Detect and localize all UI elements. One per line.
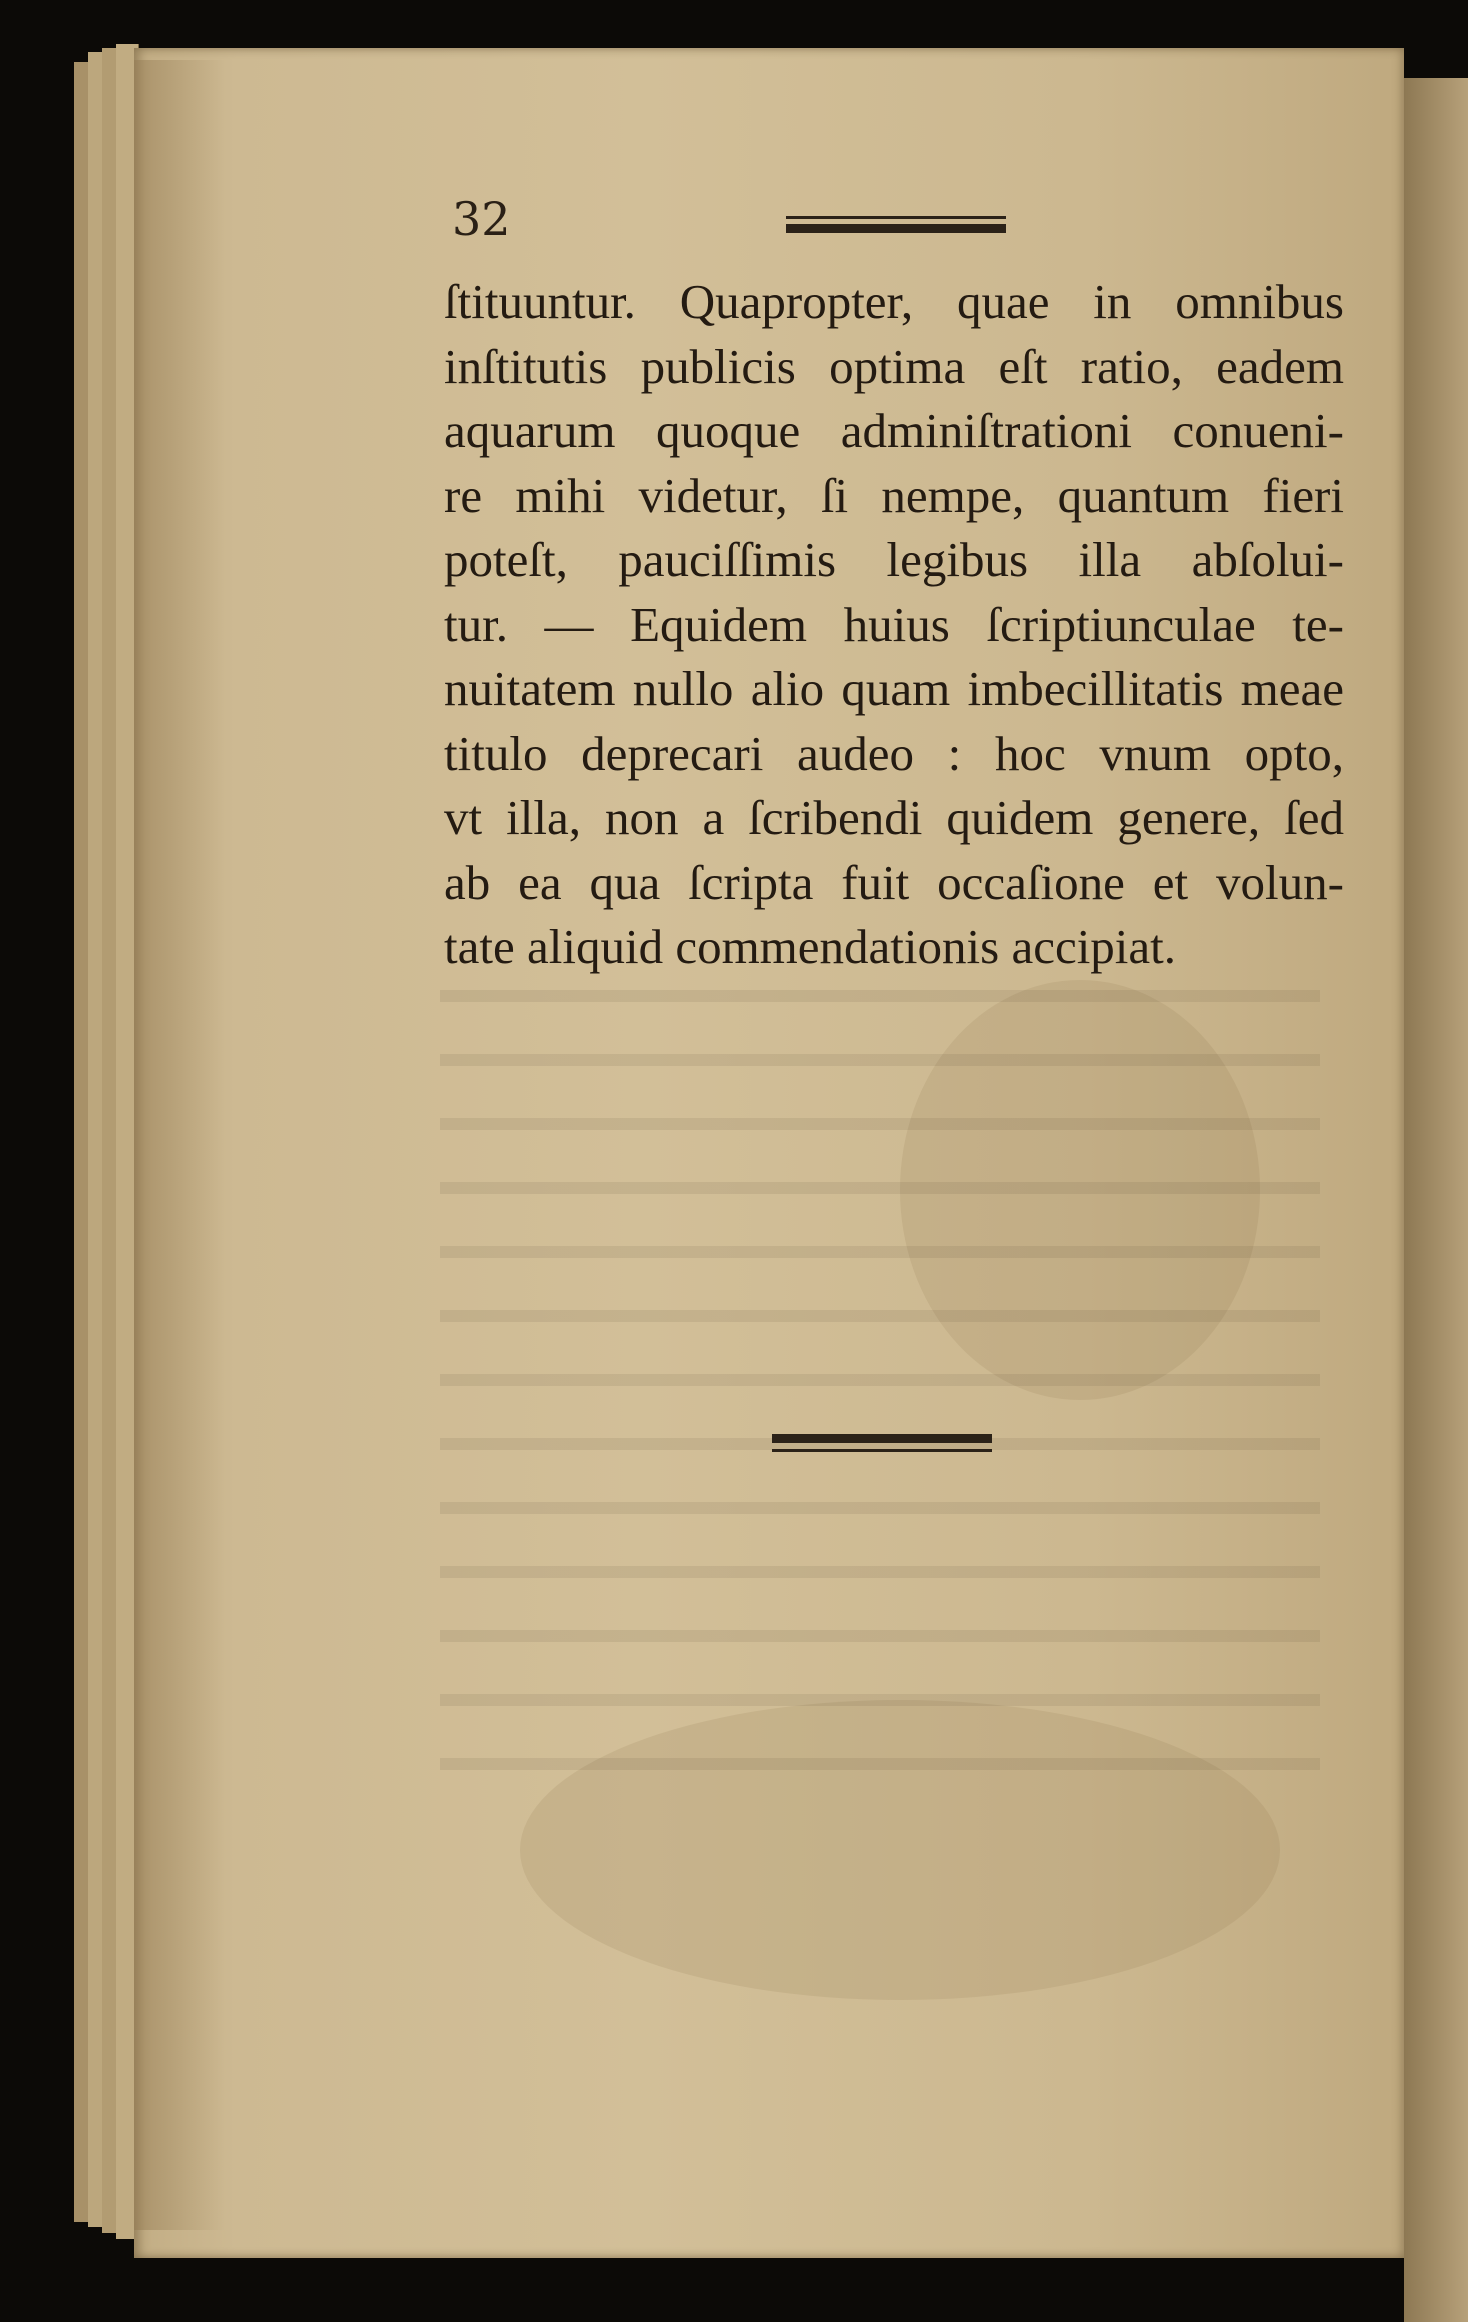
body-paragraph xyxy=(444,270,1344,980)
binding-gutter xyxy=(134,60,224,2230)
text-line: inſtitutis publicis optima eſt ratio, eadem xyxy=(444,338,1344,394)
section-end-rule xyxy=(772,1449,992,1452)
show-through-text xyxy=(440,950,1320,1810)
text-line: tate aliquid commendationis accipiat. xyxy=(444,919,1177,974)
section-end-rule xyxy=(772,1434,992,1443)
page-number: 32 xyxy=(452,192,511,246)
text-line: ab ea qua ſcripta fuit occaſione et volun- xyxy=(444,854,1344,910)
text-line: re mihi videtur, ſi nempe, quantum fieri xyxy=(444,467,1344,523)
text-line: aquarum quoque adminiſtrationi conueni- xyxy=(444,403,1344,458)
text-line: titulo deprecari audeo : hoc vnum opto, xyxy=(444,725,1344,781)
text-line: nuitatem nullo alio quam imbecillitatis meae xyxy=(444,661,1344,716)
adjacent-page-edge xyxy=(1404,78,1468,2322)
text-line: tur. — Equidem huius ſcriptiunculae te- xyxy=(444,596,1344,652)
text-line: vt illa, non a ſcribendi quidem genere, ſed xyxy=(444,790,1344,845)
text-line: poteſt, pauciſſimis legibus illa abſolui- xyxy=(444,532,1344,587)
header-rule xyxy=(786,216,1006,219)
text-line: ſtituuntur. Quapropter, quae in omnibus xyxy=(444,274,1344,329)
header-rule xyxy=(786,224,1006,233)
